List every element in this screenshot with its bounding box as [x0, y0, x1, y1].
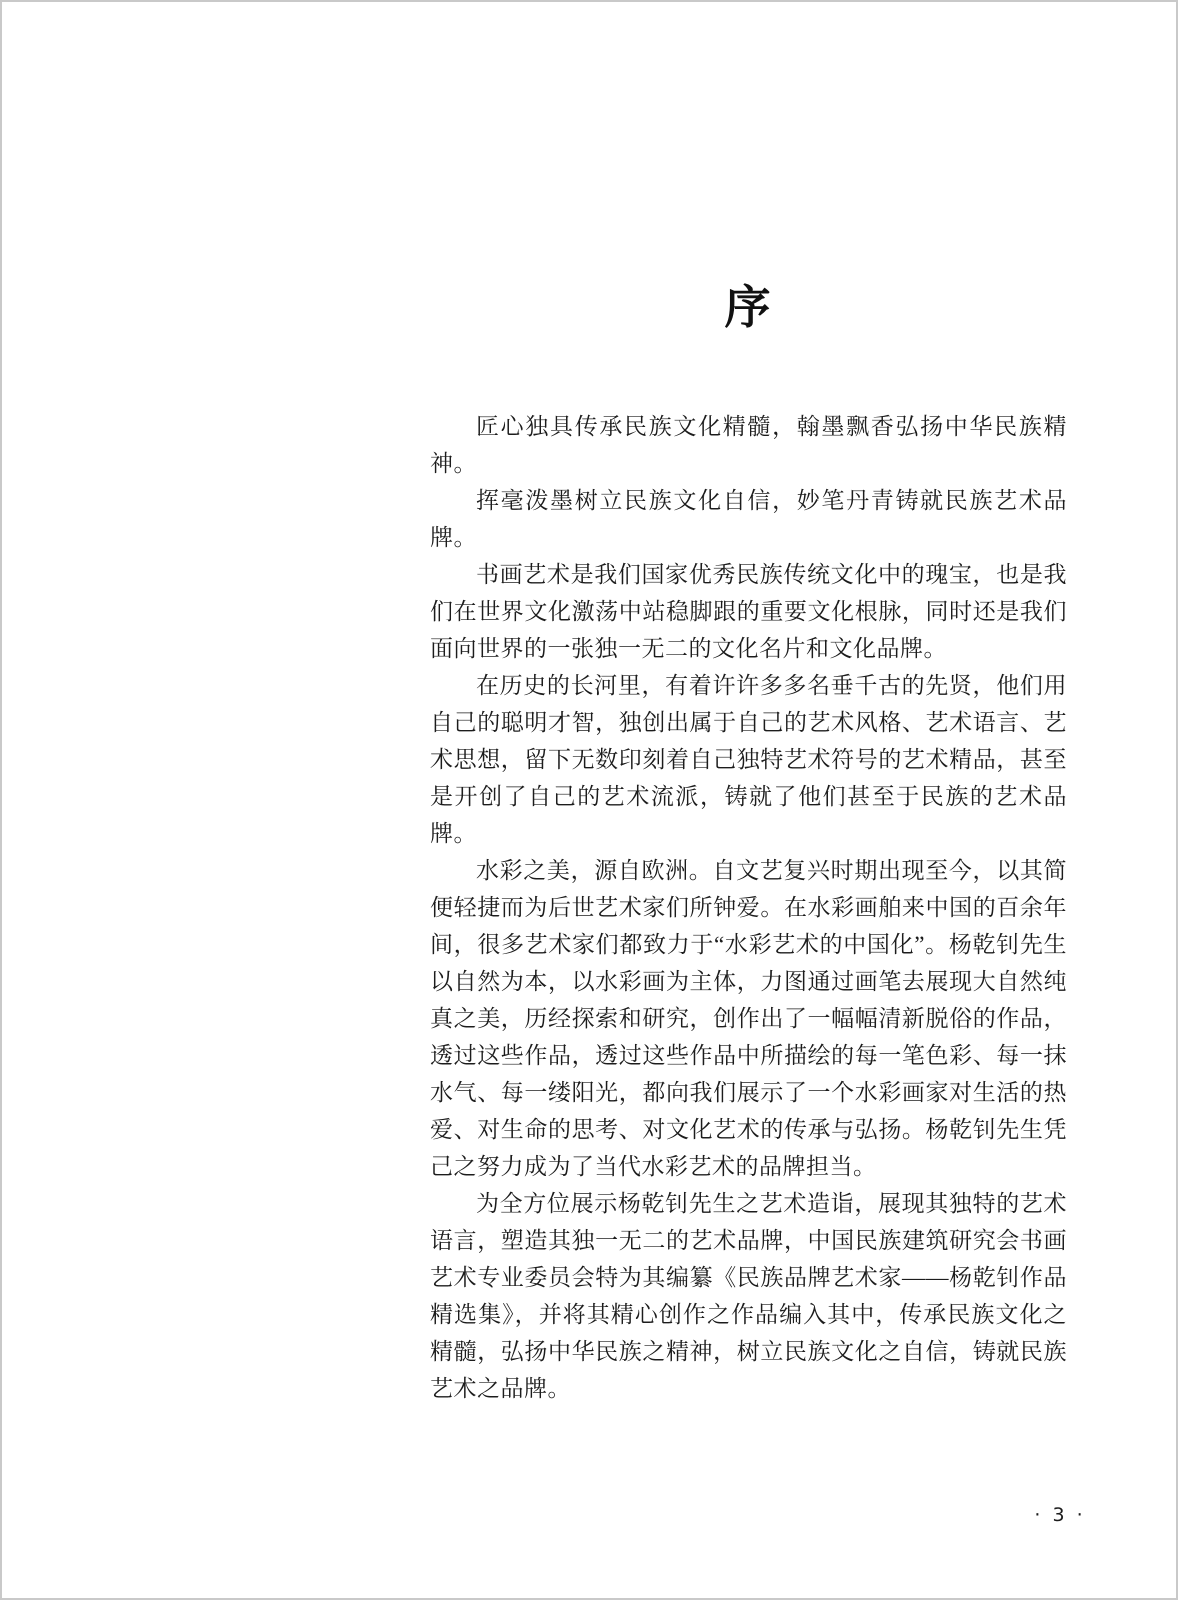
paragraph: 水彩之美，源自欧洲。自文艺复兴时期出现至今，以其简便轻捷而为后世艺术家们所钟爱。在水彩画舶来中国的百余年间，很多艺术家们都致力于“水彩艺术的中国化”。杨乾钊先生以自然为本，以水彩画为主体，力图通过画笔去展现大自然纯真之美，历经探索和研究，创作出了一幅幅清新脱俗的作品，透过这些作品，透过这些作品中所描绘的每一笔色彩、每一抹水气、每一缕阳光，都向我们展示了一个水彩画家对生活的热爱、对生命的思考、对文化艺术的传承与弘扬。杨乾钊先生凭己之努力成为了当代水彩艺术的品牌担当。 — [430, 858, 1067, 1179]
paragraph: 匠心独具传承民族文化精髓，翰墨飘香弘扬中华民族精神。 — [430, 414, 1067, 476]
paragraph: 为全方位展示杨乾钊先生之艺术造诣，展现其独特的艺术语言，塑造其独一无二的艺术品牌，中国民族建筑研究会书画艺术专业委员会特为其编纂《民族品牌艺术家——杨乾钊作品精选集》，并将其精心创作之作品编入其中，传承民族文化之精髓，弘扬中华民族之精神，树立民族文化之自信，铸就民族艺术之品牌。 — [430, 1191, 1067, 1401]
paragraph: 在历史的长河里，有着许许多多名垂千古的先贤，他们用自己的聪明才智，独创出属于自己的艺术风格、艺术语言、艺术思想，留下无数印刻着自己独特艺术符号的艺术精品，甚至是开创了自己的艺术流派，铸就了他们甚至于民族的艺术品牌。 — [430, 673, 1067, 846]
preface-body — [430, 408, 1067, 1407]
page-title: 序 — [724, 282, 773, 333]
page-number: · 3 · — [1034, 1504, 1086, 1526]
paragraph: 挥毫泼墨树立民族文化自信，妙笔丹青铸就民族艺术品牌。 — [430, 488, 1067, 550]
paragraph: 书画艺术是我们国家优秀民族传统文化中的瑰宝，也是我们在世界文化激荡中站稳脚跟的重要文化根脉，同时还是我们面向世界的一张独一无二的文化名片和文化品牌。 — [430, 562, 1067, 661]
